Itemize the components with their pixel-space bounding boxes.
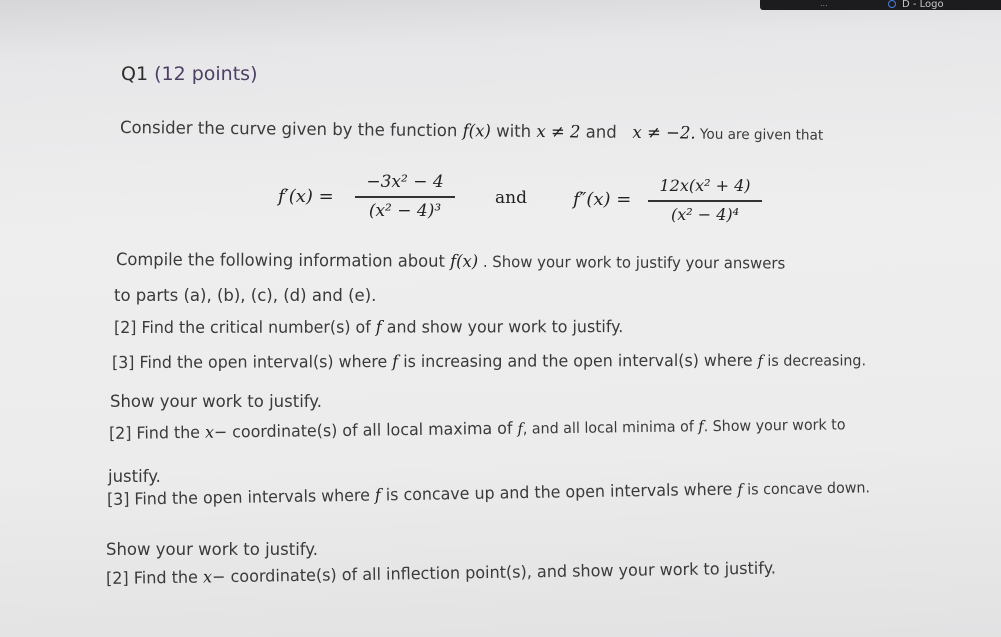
browser-tab-strip [760, 0, 1001, 10]
part-2-line-1 [112, 350, 866, 372]
question-title [121, 63, 258, 85]
math-symbol-f: f [392, 352, 399, 372]
intro-line [120, 118, 823, 145]
intro-function: f(x) [462, 121, 491, 142]
part-text-segment: [3] Find the open interval(s) where [111, 352, 393, 372]
math-symbol-f: f [698, 417, 704, 436]
part-4-line-2 [106, 540, 318, 559]
part-text-segment: and show your work to justify. [381, 317, 624, 337]
part-text-segment: justify. [108, 467, 161, 486]
fprime-numerator: −3x² − 4 [366, 172, 444, 192]
part-text-segment: [2] Find the [108, 422, 206, 443]
part-text-segment: is concave up and the open intervals where [380, 479, 738, 505]
fsecond-fraction-bar [648, 200, 762, 202]
part-text-segment: [3] Find the open intervals where [106, 485, 376, 509]
fsecond-fraction [648, 172, 762, 232]
part-text-segment: − coordinate(s) of all local maxima of [213, 418, 518, 442]
intro-text-start: Consider the curve given by the function [119, 118, 463, 142]
part-text-segment: is concave down. [742, 478, 871, 499]
math-symbol-f: f [737, 480, 743, 499]
part-4-line-1 [107, 477, 870, 509]
part-text-segment: [2] Find the critical number(s) of [113, 317, 376, 337]
logo-icon [888, 0, 896, 8]
part-5-line-1 [106, 558, 776, 588]
instructions-line-2: to parts (a), (b), (c), (d) and (e). [114, 286, 377, 305]
part-text-segment: [2] Find the [105, 567, 204, 588]
part-1-line-1 [114, 317, 623, 337]
math-symbol-x: x [204, 422, 215, 442]
question-points: (12 points) [154, 63, 258, 85]
part-3-line-2 [108, 467, 161, 486]
part-2-line-2 [110, 392, 322, 411]
part-text-segment: is decreasing. [762, 351, 867, 370]
intro-text-end: You are given that [695, 126, 824, 144]
instructions-text-start: Compile the following information about [115, 250, 451, 272]
math-symbol-f: f [757, 351, 763, 370]
part-text-segment: Show your work to justify. [110, 392, 322, 411]
part-text-segment: − coordinate(s) of all inflection point(s), and show your work to justify. [211, 558, 777, 587]
fprime-fraction [355, 168, 455, 228]
truncated-tab-text: ... [820, 0, 828, 8]
fsecond-numerator: 12x(x² + 4) [659, 176, 751, 195]
formula-and: and [495, 188, 527, 208]
part-3-line-1 [109, 414, 846, 443]
intro-condition-2: x ≠ −2. [632, 122, 696, 144]
logo-label: D - Logo [902, 0, 944, 10]
part-text-segment: , and all local minima of [522, 417, 699, 438]
instructions-function: f(x) [450, 251, 479, 272]
part-text-segment: is increasing and the open interval(s) where [398, 350, 758, 372]
math-symbol-f: f [374, 485, 381, 505]
math-symbol-f: f [375, 317, 382, 337]
math-symbol-x: x [202, 567, 213, 587]
intro-condition-1: x ≠ 2 [536, 121, 581, 143]
fsecond-label: f″(x) = [573, 189, 632, 210]
intro-and: and [580, 122, 623, 143]
part-text-segment: Show your work to justify. [106, 540, 318, 559]
question-number: Q1 [121, 63, 149, 85]
math-symbol-f: f [517, 419, 523, 438]
fprime-label: f′(x) = [278, 186, 334, 207]
fprime-denominator: (x² − 4)³ [368, 201, 442, 221]
fprime-fraction-bar [355, 196, 455, 198]
instructions-line-1 [116, 250, 785, 274]
instructions-text-end: . Show your work to justify your answers [478, 252, 786, 273]
part-text-segment: . Show your work to [703, 415, 846, 436]
fsecond-denominator: (x² − 4)⁴ [670, 205, 740, 224]
intro-with: with [490, 121, 537, 142]
